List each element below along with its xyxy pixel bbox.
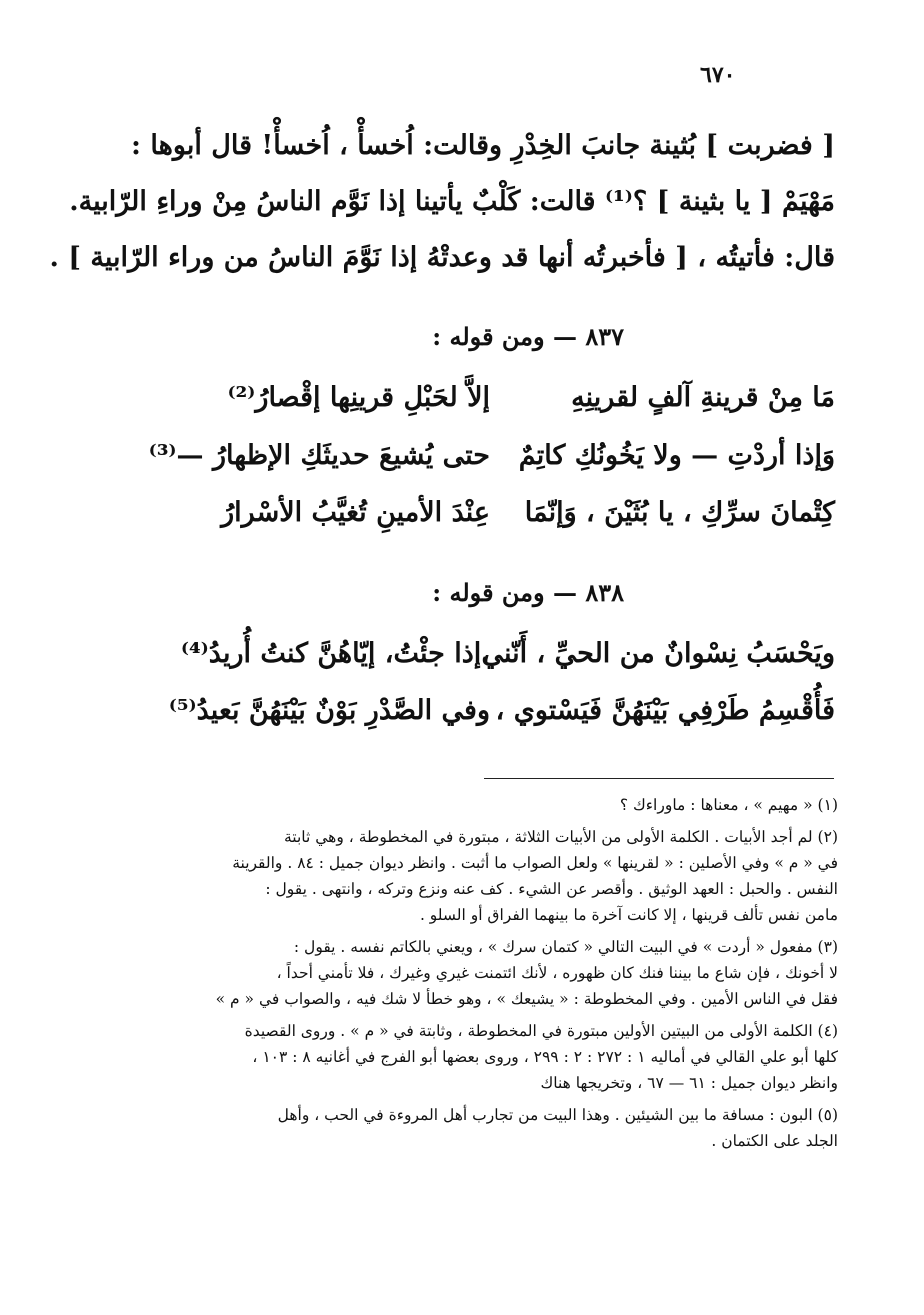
verse-line bbox=[90, 638, 835, 678]
footnote-2 bbox=[98, 824, 838, 928]
footnote-line: النفس . والحبل : العهد الوثيق . وأقصر عن الشيء . كف عنه ونزع وتركه ، وانتهى . يقول : bbox=[265, 880, 838, 898]
verse-line bbox=[90, 695, 835, 735]
footnote-5 bbox=[98, 1102, 838, 1154]
section-heading-838: ٨٣٨ — ومن قوله : bbox=[432, 578, 624, 607]
footnote-line: (٤) الكلمة الأولى من البيتين الأولين مبتورة في المخطوطة ، وثابتة في « م » . وروى القصيدة bbox=[244, 1022, 838, 1040]
footnote-line: الجلد على الكتمان . bbox=[711, 1132, 838, 1150]
verse-second-hemistich: ،إذا جئْتُ، إيّاهُنَّ كنتُ أُريدُ⁽⁴⁾ bbox=[180, 638, 490, 669]
footnote-3 bbox=[98, 934, 838, 1012]
prose-paragraph bbox=[49, 118, 835, 286]
verse-second-hemistich: عِنْدَ الأمينِ تُغيَّبُ الأسْرارُ bbox=[221, 497, 490, 528]
footnote-line: لا أخونك ، فإن شاع ما بيننا فنك كان ظهوره ، لأنك ائتمنت غيري وغيرك ، فلا تأمني أحداً ، bbox=[276, 964, 838, 982]
footnote-divider bbox=[484, 778, 834, 779]
footnote-line: وانظر ديوان جميل : ٦١ — ٦٧ ، وتخريجها هناك bbox=[540, 1074, 838, 1092]
footnote-1 bbox=[98, 792, 838, 818]
verse-second-hemistich: وفي الصَّدْرِ بَوْنٌ بَيْنَهُنَّ بَعيدُ⁽⁵⁾ bbox=[168, 695, 490, 726]
footnote-line: (٢) لم أجد الأبيات . الكلمة الأولى من الأبيات الثلاثة ، مبتورة في المخطوطة ، وهي ثابتة bbox=[284, 828, 838, 846]
verse-first-hemistich: كِتْمانَ سرِّكِ ، يا بُثَيْنَ ، وَإنّمَا bbox=[524, 497, 835, 528]
footnote-line: (٣) مفعول « أردت » في البيت التالي « كتمان سرك » ، ويعني بالكاتم نفسه . يقول : bbox=[293, 938, 838, 956]
page-number: ٦٧٠ bbox=[700, 62, 736, 88]
footnote-line: كلها أبو علي القالي في أماليه ١ : ٢٧٢ : ٢ : ٢٩٩ ، وروى بعضها أبو الفرج في أغانيه ٨ : ١٠٣ ، bbox=[252, 1048, 838, 1066]
verse-first-hemistich: مَا مِنْ قرينةِ آلفٍ لقرينِهِ bbox=[571, 382, 835, 413]
verse-line bbox=[90, 382, 835, 422]
verse-first-hemistich: ويَحْسَبُ نِسْوانٌ من الحيِّ ، أَنّني bbox=[481, 638, 835, 669]
prose-line: قال: فأتيتُه ، [ فأخبرتُه أنها قد وعدتْهُ إذا نَوَّمَ الناسُ من وراء الرّابية ] . bbox=[49, 242, 835, 273]
footnote-line: فقل في الناس الأمين . وفي المخطوطة : « يشيعك » ، وهو خطأ لا شك فيه ، والصواب في « م » bbox=[215, 990, 838, 1008]
verse-line bbox=[90, 440, 835, 480]
verse-first-hemistich: فَأُقْسِمُ طَرْفِي بَيْنَهُنَّ فَيَسْتوي ، bbox=[495, 695, 835, 726]
footnote-line: (٥) البون : مسافة ما بين الشيئين . وهذا البيت من تجارب أهل المروءة في الحب ، وأهل bbox=[277, 1106, 838, 1124]
footnote-line: مامن نفس تألف قرينها ، إلا كانت آخرة ما بينهما الفراق أو السلو . bbox=[419, 906, 838, 924]
prose-line: [ فضربت ] بُثينة جانبَ الخِدْرِ وقالت: اُخسأْ ، اُخسأْ! قال أبوها : bbox=[131, 130, 835, 161]
prose-line: مَهْيَمْ [ يا بثينة ] ؟⁽¹⁾ قالت: كَلْبٌ يأتينا إذا نَوَّم الناسُ مِنْ وراءِ الرّابية. bbox=[69, 186, 835, 217]
verse-second-hemistich: إلاَّ لحَبْلِ قرينِها إقْصارُ⁽²⁾ bbox=[227, 382, 490, 413]
verse-second-hemistich: حتى يُشيعَ حديثَكِ الإظهارُ —⁽³⁾ bbox=[148, 440, 490, 471]
footnote-4 bbox=[98, 1018, 838, 1096]
footnote-line: (١) « مهيم » ، معناها : ماوراءك ؟ bbox=[619, 796, 838, 814]
verse-line bbox=[90, 497, 835, 537]
footnote-line: في « م » وفي الأصلين : « لقرينها » ولعل الصواب ما أثبت . وانظر ديوان جميل : ٨٤ . والقرينة bbox=[232, 854, 838, 872]
section-heading-837: ٨٣٧ — ومن قوله : bbox=[432, 322, 624, 351]
verse-first-hemistich: وَإذا أردْتِ — ولا يَخُونُكِ كاتِمٌ bbox=[518, 440, 835, 471]
footnotes bbox=[98, 792, 838, 1160]
